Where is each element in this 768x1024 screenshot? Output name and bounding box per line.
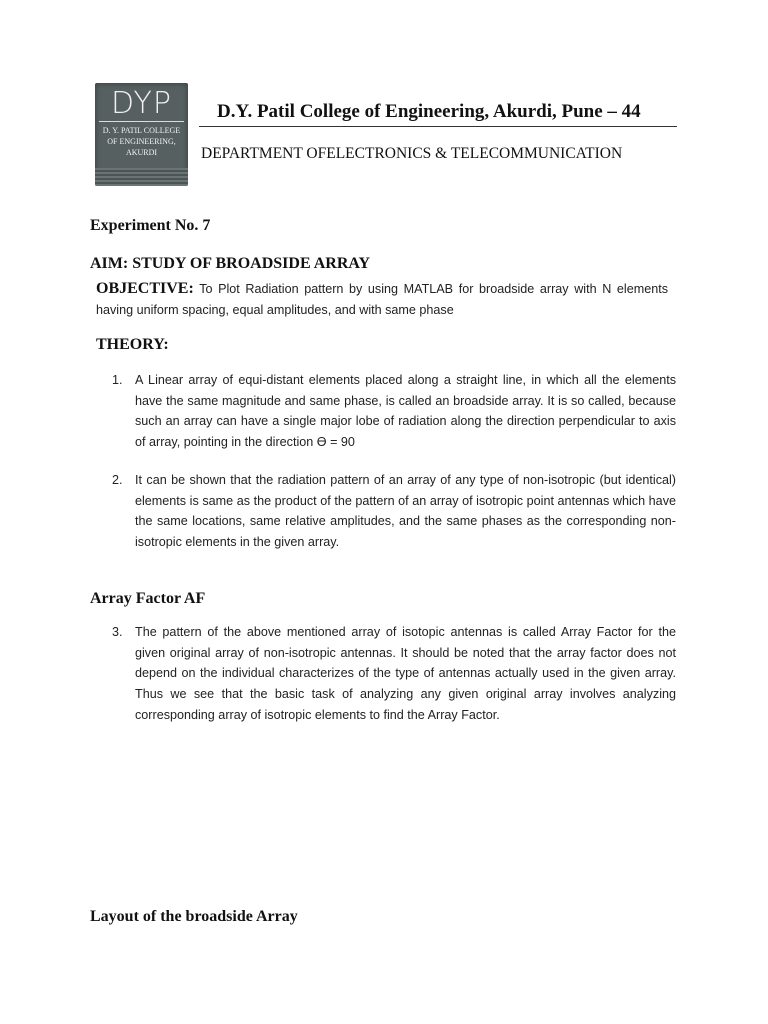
array-factor-item-text: The pattern of the above mentioned array of isotopic antennas is called Array Factor for the given original array of non-isotropic antennas. It should be noted that the array factor does not depend on the individual characterizes of the type of antennas actually used in the given array. Thus we see that the basic task of analyzing any given original array involves analyzing corresponding array of isotropic elements to find the Array Factor. <box>135 625 676 722</box>
college-logo <box>95 83 188 186</box>
objective-text: To Plot Radiation pattern by using MATLAB for broadside array with N elements having uniform spacing, equal amplitudes, and with same phase <box>96 282 669 317</box>
list-item-number: 2. <box>112 473 123 487</box>
logo-text-line: AKURDI <box>125 148 158 157</box>
objective-paragraph <box>96 278 668 321</box>
logo-divider <box>99 121 184 122</box>
logo-text <box>97 125 186 158</box>
theory-item-text: It can be shown that the radiation pattern of an array of any type of non-isotropic (but identical) elements is same as the product of the pattern of an array of isotropic point antennas which have the same locations, same relative amplitudes, and the same phases as the corresponding non-isotropic elements in the given array. <box>135 473 676 550</box>
logo-text-line: OF ENGINEERING, <box>107 137 176 146</box>
layout-heading: Layout of the broadside Array <box>90 908 298 925</box>
logo-mark: DYP <box>111 86 172 121</box>
aim-heading: AIM: STUDY OF BROADSIDE ARRAY <box>90 255 371 272</box>
list-item-number: 1. <box>112 373 123 387</box>
array-factor-heading: Array Factor AF <box>90 590 206 607</box>
header-divider <box>199 126 677 127</box>
objective-label: OBJECTIVE: <box>96 280 194 297</box>
experiment-number: Experiment No. 7 <box>90 217 211 234</box>
theory-item-text: A Linear array of equi-distant elements placed along a straight line, in which all the elements have the same magnitude and same phase, is called an broadside array. It is so called, because such an array can have a single major lobe of radiation along the direction perpendicular to axis of array, pointing in the direction ϴ = 90 <box>135 373 676 450</box>
logo-stripes <box>95 168 188 186</box>
theory-heading: THEORY: <box>96 336 169 353</box>
college-name: D.Y. Patil College of Engineering, Akurdi, Pune – 44 <box>217 101 641 122</box>
logo-text-line: D. Y. PATIL COLLEGE <box>102 126 181 135</box>
list-item-number: 3. <box>112 625 123 639</box>
department-name: DEPARTMENT OFELECTRONICS & TELECOMMUNICATION <box>201 145 623 162</box>
